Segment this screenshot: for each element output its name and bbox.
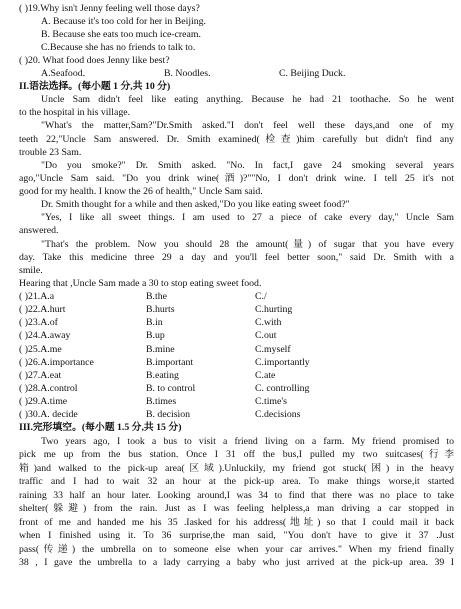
passage-2-line: "Yes, I like all sweet things. I am used to 27 a piece of cake every day," Uncle Sam [41, 212, 454, 223]
option-c: C.out [255, 330, 277, 341]
option-b: B.hurts [146, 304, 175, 315]
option-c: C.importantly [255, 357, 310, 368]
passage-2-line: to the hospital in his village. [19, 107, 131, 118]
option-number-a: ( )29.A.time [19, 396, 68, 407]
question-19-option-c: C.Because she has no friends to talk to. [41, 42, 196, 53]
option-b: B.times [146, 396, 177, 407]
option-number-a: ( )28.A.control [19, 383, 78, 394]
question-19-option-b: B. Because she eats too much ice-cream. [41, 29, 201, 40]
passage-3-line: Two years ago, I took a bus to visit a friend living on a farm. My friend promised to [41, 436, 454, 447]
option-b: B.important [146, 357, 194, 368]
passage-2-line: teeth 22,"Uncle Sam answered. Dr. Smith examined(检查)him carefully but didn't find any [19, 134, 454, 145]
option-b: B. decision [146, 409, 191, 420]
passage-2-line: trouble 23 Sam. [19, 147, 82, 158]
option-number-a: ( )26.A.importance [19, 357, 94, 368]
option-c: C.time's [255, 396, 287, 407]
passage-2-line: Dr. Smith thought for a while and then asked,"Do you like eating sweet food?" [41, 199, 350, 210]
option-b: B.eating [146, 370, 179, 381]
passage-2-line: "Do you smoke?" Dr. Smith asked. "No. In fact,I gave 24 smoking several years [41, 160, 454, 171]
option-b: B.in [146, 317, 163, 328]
option-b: B.up [146, 330, 165, 341]
question-20-option-c: C. Beijing Duck. [279, 68, 346, 79]
option-number-a: ( )30.A. decide [19, 409, 78, 420]
option-b: B. to control [146, 383, 196, 394]
passage-2-line: answered. [19, 225, 59, 236]
option-c: C.ate [255, 370, 276, 381]
passage-3-line: 箱)and walked to the pick-up area(区域).Unluckily, my friend got stuck(困) in the heavy [19, 463, 454, 474]
passage-2-line: ago,"Uncle Sam said. "Do you drink wine(酒)?""No, I don't drink wine. I tell 25 it's not [19, 173, 454, 184]
option-number-a: ( )27.A.eat [19, 370, 62, 381]
option-c: C.hurting [255, 304, 293, 315]
option-c: C./ [255, 291, 267, 302]
passage-3-line: traffic and I had to wait 32 an hour at the pick-up area. To make things worse,it started [19, 476, 454, 487]
option-number-a: ( )22.A.hurt [19, 304, 66, 315]
passage-3-line: 38 , I gave the umbrella to a lady carrying a baby who just arrived at the pick-up area. 39 I [19, 557, 454, 568]
option-b: B.the [146, 291, 167, 302]
option-c: C.decisions [255, 409, 301, 420]
passage-2-line: "What's the matter,Sam?"Dr.Smith asked."I don't feel well these days,and one of my [41, 120, 454, 131]
passage-2-line: day. Take this medicine three 29 a day and you'll feel better soon," said Dr. Smith with a [19, 252, 454, 263]
option-number-a: ( )23.A.of [19, 317, 58, 328]
question-20-option-a: A.Seafood. [41, 68, 86, 79]
option-number-a: ( )21.A.a [19, 291, 55, 302]
passage-3-line: shelter(躲避) from the rain. Just as I was feeling helpless,a man driving a car stopped in [19, 503, 454, 514]
passage-3-line: front of me and handed me his 35 .Iasked for his address(地址) so that I could mail it back [19, 517, 454, 528]
passage-2-line: Hearing that ,Uncle Sam made a 30 to stop eating sweet food. [19, 278, 262, 289]
passage-2-line: "That's the problem. Now you should 28 the amount(量) of sugar that you have every [41, 239, 454, 250]
question-20-stem: ( )20. What food does Jenny like best? [19, 55, 170, 66]
passage-2-line: smile. [19, 265, 43, 276]
passage-3-line: pick me up from the bus station. Once I 31 off the bus,I pulled my two suitcases(行李 [19, 449, 454, 460]
passage-2-line: Uncle Sam didn't feel like eating anything. Because he had 21 toothache. So he went [41, 94, 454, 105]
question-19-option-a: A. Because it's too cold for her in Beijing. [41, 16, 207, 27]
option-c: C. controlling [255, 383, 310, 394]
passage-3-line: raining 33 half an hour later. Looking around,I was 34 to find that there was no place to take [19, 490, 454, 501]
option-c: C.with [255, 317, 282, 328]
section-2-title: II.语法选择。(每小题 1 分,共 10 分) [19, 81, 171, 92]
option-c: C.myself [255, 344, 291, 355]
passage-3-line: when I finished using it. To 36 surprise,the man said, "You don't have to give it 37 .Just [19, 530, 454, 541]
section-3-title: III.完形填空。(每小题 1.5 分,共 15 分) [19, 422, 182, 433]
passage-3-line: pass(传递) the umbrella on to someone else when your car arrives." When my friend finally [19, 544, 454, 555]
option-number-a: ( )24.A.away [19, 330, 71, 341]
passage-2-line: good for my health. I know the 26 of health," Uncle Sam said. [19, 186, 263, 197]
question-20-option-b: B. Noodles. [164, 68, 211, 79]
option-number-a: ( )25.A.me [19, 344, 62, 355]
question-19-stem: ( )19.Why isn't Jenny feeling well those days? [19, 3, 200, 14]
option-b: B.mine [146, 344, 175, 355]
